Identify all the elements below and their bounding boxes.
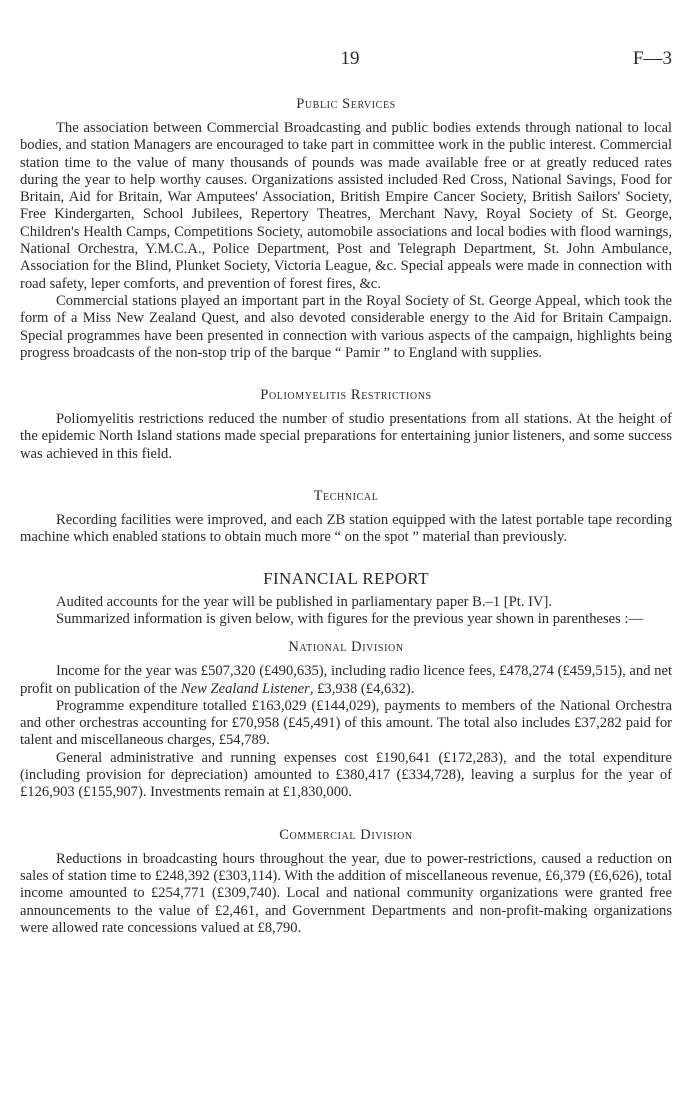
publication-title: New Zealand Listener xyxy=(180,680,310,697)
paragraph: General administrative and running expenses cost £190,641 (£172,283), and the total expenditure (including provision for depreciation) amounted to £380,417 (£334,728), leaving a surplus for the year of £126,903 (£155,907). Investments remain at £1,830,000. xyxy=(20,749,672,801)
national-division-section xyxy=(20,639,672,801)
paragraph: Commercial stations played an important part in the Royal Society of St. George Appeal, which took the form of a Miss New Zealand Quest, and also devoted considerable energy to the Aid for Britain Campaign. Special programmes have been presented in connection with various aspects of the campaign, highlights being progress broadcasts of the non-stop trip of the barque “ Pamir ” to England with supplies. xyxy=(20,292,672,361)
commercial-division-section xyxy=(20,827,672,937)
national-division-heading: National Division xyxy=(288,639,404,656)
polio-section xyxy=(20,387,672,463)
public-services-section xyxy=(20,96,672,362)
paragraph xyxy=(20,663,672,698)
paragraph: Reductions in broadcasting hours throughout the year, due to power-restrictions, caused a reduction on sales of station time to £248,392 (£303,114). With the addition of miscellaneous revenue, £6,379 (£6,626), total income amounted to £254,771 (£309,740). Local and national community organizations were granted free announcements to the value of £2,461, and Government Departments and non-profit-making organizations were allowed rate concessions valued at £8,790. xyxy=(20,850,672,936)
commercial-division-heading: Commercial Division xyxy=(279,826,413,843)
public-services-heading: Public Services xyxy=(296,96,396,112)
page-number: 19 xyxy=(340,48,360,69)
paragraph: Programme expenditure totalled £163,029 (£144,029), payments to members of the National Orchestra and other orchestras accounting for £70,958 (£45,491) of this amount. The total also includes £37,282 paid for talent and miscellaneous charges, £54,789. xyxy=(20,697,672,749)
page-header xyxy=(20,48,672,72)
text-run: Income for the year was £507,320 (£490,635), including radio licence fees, £478,274 (£459,515), and net profit on publication of the xyxy=(20,663,672,697)
paragraph: The association between Commercial Broadcasting and public bodies extends through national to local bodies, and station Managers are encouraged to take part in committee work in the public interest. Commercial station time to the value of many thousands of pounds was made available free or at greatly reduced rates during the year to help worthy causes. Organizations assisted included Red Cross, National Savings, Food for Britain, Aid for Britain, War Amputees' Association, British Empire Cancer Society, British Sailors' Society, Free Kindergarten, School Jubilees, Repertory Theatres, Merchant Navy, Royal Society of St. George, Children's Health Camps, Competitions Society, automobile associations and local bodies with flood warnings, National Orchestra, Y.M.C.A., Police Department, Post and Telegraph Department, St. John Ambulance, Association for the Blind, Plunket Society, Victoria League, &c. Special appeals were made in connection with road safety, leper comforts, and prevention of forest fires, &c. xyxy=(20,120,672,292)
text-run: , £3,938 (£4,632). xyxy=(309,680,415,697)
financial-report-section xyxy=(20,569,672,629)
technical-heading: Technical xyxy=(313,488,379,505)
paragraph: Poliomyelitis restrictions reduced the number of studio presentations from all stations. At the height of the epidemic North Island stations made special preparations for entertaining junior listeners, and some success was achieved in this field. xyxy=(20,411,672,462)
paragraph: Recording facilities were improved, and each ZB station equipped with the latest portable tape recording machine which enabled stations to obtain much more “ on the spot ” material than previously. xyxy=(20,512,672,546)
paragraph: Summarized information is given below, with figures for the previous year shown in parentheses :— xyxy=(56,610,644,627)
paragraph: Audited accounts for the year will be published in parliamentary paper B.–1 [Pt. IV]. xyxy=(56,593,553,610)
technical-section xyxy=(20,488,672,547)
financial-report-heading: FINANCIAL REPORT xyxy=(263,568,429,588)
document-reference: F—3 xyxy=(632,48,672,69)
page-content xyxy=(20,96,672,937)
polio-heading: Poliomyelitis Restrictions xyxy=(260,387,432,404)
